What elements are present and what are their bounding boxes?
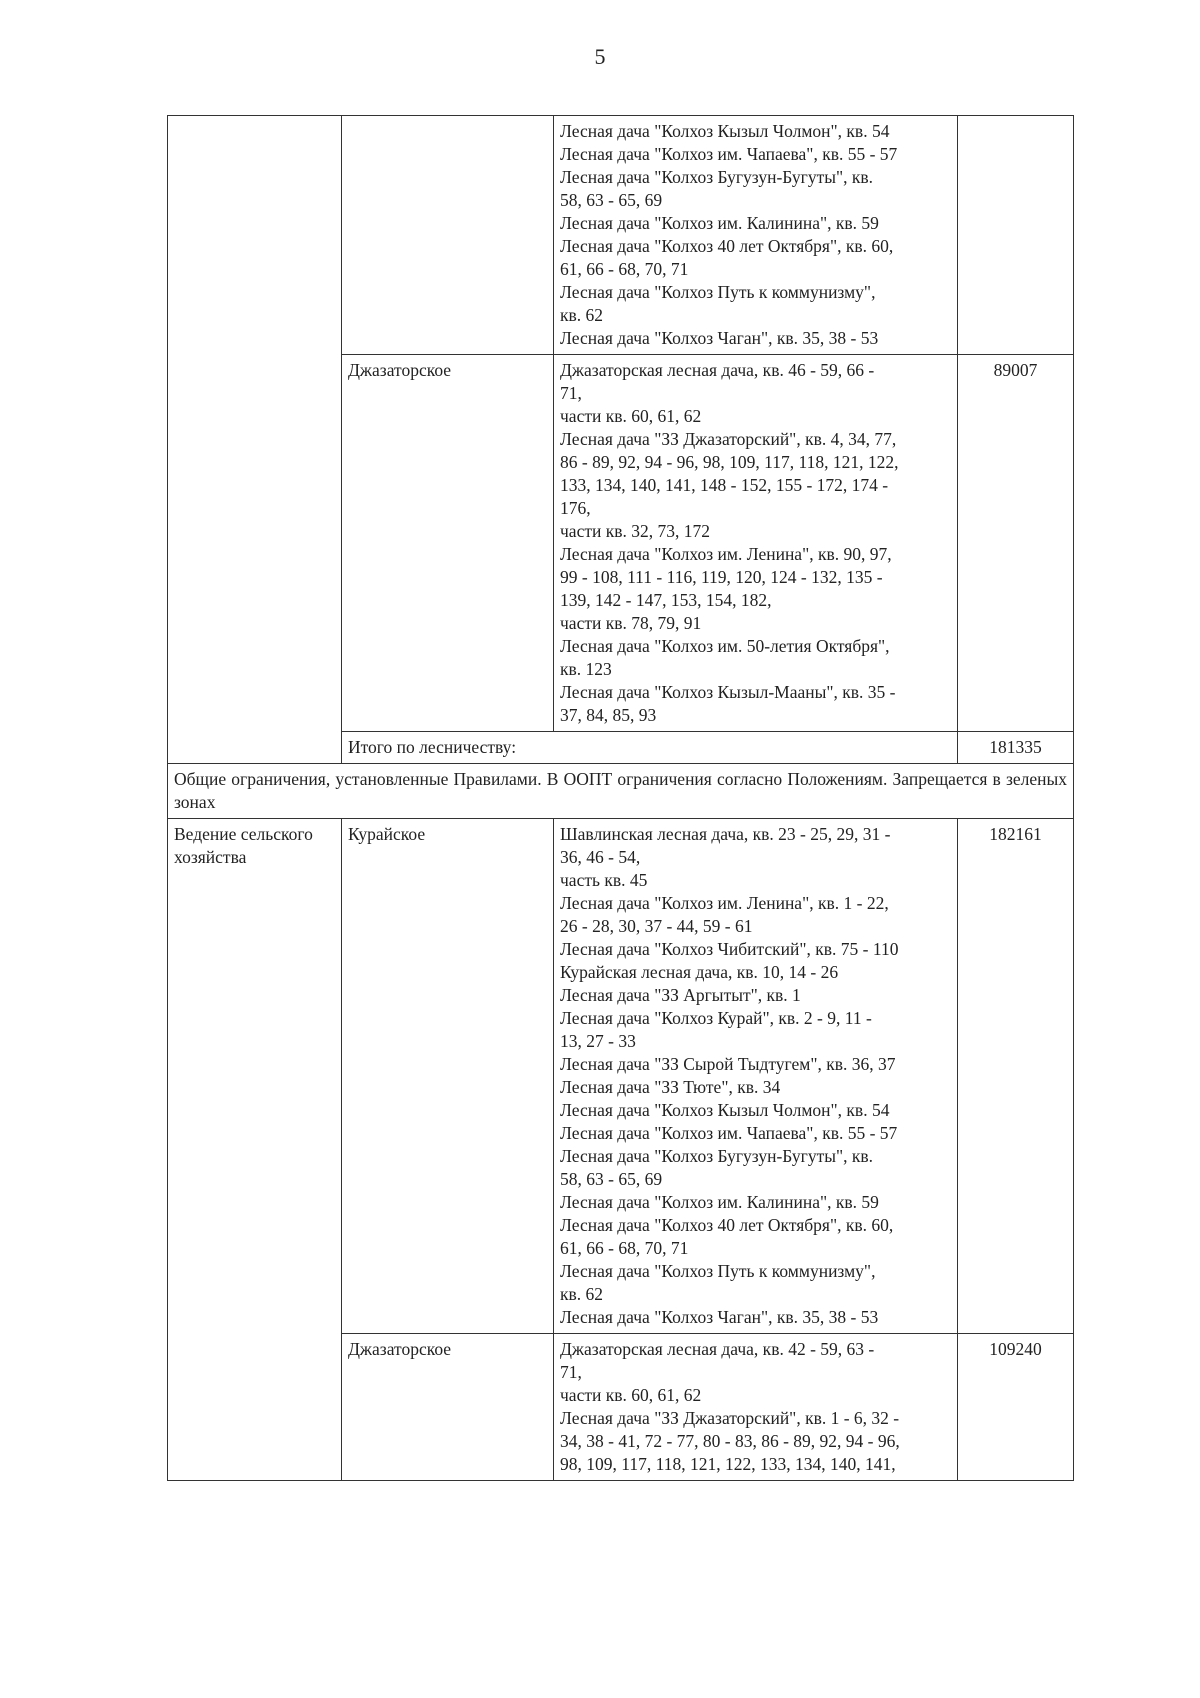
forestry-cell: [342, 116, 554, 355]
area-line: Лесная дача "ЗЗ Тюте", кв. 34: [560, 1077, 781, 1097]
area-line: Лесная дача "ЗЗ Аргытыт", кв. 1: [560, 985, 801, 1005]
table-row: [168, 819, 1074, 1334]
area-line: кв. 62: [560, 1284, 604, 1304]
area-line: Лесная дача "Колхоз Бугузун-Бугуты", кв.: [560, 167, 874, 187]
areas-cell: [554, 116, 958, 355]
area-line: 26 - 28, 30, 37 - 44, 59 - 61: [560, 916, 753, 936]
total-label: Итого по лесничеству:: [342, 732, 958, 764]
area-line: 71,: [560, 1362, 582, 1382]
table-row: [168, 116, 1074, 355]
area-line: части кв. 32, 73, 172: [560, 521, 710, 541]
page-number: 5: [594, 44, 606, 69]
area-line: Лесная дача "Колхоз им. 50-летия Октября",: [560, 636, 890, 656]
area-line: 176,: [560, 498, 591, 518]
forestry-cell: Джазаторское: [342, 1334, 554, 1481]
area-line: 58, 63 - 65, 69: [560, 1169, 663, 1189]
area-line: Лесная дача "Колхоз Кызыл-Мааны", кв. 35 -: [560, 682, 896, 702]
area-line: 58, 63 - 65, 69: [560, 190, 663, 210]
area-line: 98, 109, 117, 118, 121, 122, 133, 134, 140, 141,: [560, 1454, 896, 1474]
table-row: [168, 764, 1074, 819]
area-line: Курайская лесная дача, кв. 10, 14 - 26: [560, 962, 839, 982]
area-line: Лесная дача "ЗЗ Джазаторский", кв. 4, 34, 77,: [560, 429, 897, 449]
area-line: Лесная дача "Колхоз Чаган", кв. 35, 38 - 53: [560, 1307, 879, 1327]
area-line: 71,: [560, 383, 582, 403]
area-ha-cell: 182161: [958, 819, 1074, 1334]
area-line: Лесная дача "Колхоз Путь к коммунизму",: [560, 1261, 876, 1281]
area-line: Лесная дача "Колхоз им. Калинина", кв. 59: [560, 213, 879, 233]
area-line: 133, 134, 140, 141, 148 - 152, 155 - 172, 174 -: [560, 475, 889, 495]
area-line: Лесная дача "Колхоз 40 лет Октября", кв. 60,: [560, 236, 894, 256]
restrictions-cell: Общие ограничения, установленные Правилами. В ООПТ ограничения согласно Положениям. Запрещается в зеленых зонах: [168, 764, 1074, 819]
area-line: кв. 123: [560, 659, 612, 679]
area-line: 37, 84, 85, 93: [560, 705, 657, 725]
area-ha-cell: 109240: [958, 1334, 1074, 1481]
area-line: Джазаторская лесная дача, кв. 42 - 59, 63 -: [560, 1339, 875, 1359]
area-line: Лесная дача "Колхоз Курай", кв. 2 - 9, 11 -: [560, 1008, 872, 1028]
area-line: 99 - 108, 111 - 116, 119, 120, 124 - 132, 135 -: [560, 567, 883, 587]
area-line: 34, 38 - 41, 72 - 77, 80 - 83, 86 - 89, 92, 94 - 96,: [560, 1431, 900, 1451]
areas-cell: [554, 819, 958, 1334]
area-line: 13, 27 - 33: [560, 1031, 636, 1051]
area-line: Лесная дача "ЗЗ Джазаторский", кв. 1 - 6, 32 -: [560, 1408, 900, 1428]
activity-cell: [168, 116, 342, 764]
forest-use-table: [167, 115, 1074, 1481]
area-line: части кв. 60, 61, 62: [560, 406, 702, 426]
area-ha-cell: [958, 116, 1074, 355]
area-line: Лесная дача "Колхоз им. Чапаева", кв. 55 - 57: [560, 144, 898, 164]
forestry-cell: Курайское: [342, 819, 554, 1334]
total-value: 181335: [958, 732, 1074, 764]
area-line: части кв. 78, 79, 91: [560, 613, 702, 633]
area-line: кв. 62: [560, 305, 604, 325]
area-line: Джазаторская лесная дача, кв. 46 - 59, 66 -: [560, 360, 875, 380]
area-line: Лесная дача "Колхоз Бугузун-Бугуты", кв.: [560, 1146, 874, 1166]
area-line: 86 - 89, 92, 94 - 96, 98, 109, 117, 118, 121, 122,: [560, 452, 899, 472]
area-line: 61, 66 - 68, 70, 71: [560, 259, 689, 279]
area-line: Лесная дача "Колхоз им. Калинина", кв. 59: [560, 1192, 879, 1212]
forestry-cell: Джазаторское: [342, 355, 554, 732]
area-line: 36, 46 - 54,: [560, 847, 641, 867]
area-line: 61, 66 - 68, 70, 71: [560, 1238, 689, 1258]
area-line: Лесная дача "Колхоз Путь к коммунизму",: [560, 282, 876, 302]
area-line: 139, 142 - 147, 153, 154, 182,: [560, 590, 772, 610]
area-line: Лесная дача "Колхоз Чибитский", кв. 75 - 110: [560, 939, 899, 959]
areas-cell: [554, 355, 958, 732]
area-line: Лесная дача "Колхоз им. Ленина", кв. 1 - 22,: [560, 893, 889, 913]
area-line: Лесная дача "Колхоз им. Чапаева", кв. 55 - 57: [560, 1123, 898, 1143]
area-line: Лесная дача "ЗЗ Сырой Тыдтугем", кв. 36, 37: [560, 1054, 896, 1074]
area-line: Лесная дача "Колхоз 40 лет Октября", кв. 60,: [560, 1215, 894, 1235]
area-line: Лесная дача "Колхоз Кызыл Чолмон", кв. 54: [560, 121, 890, 141]
area-line: Лесная дача "Колхоз Кызыл Чолмон", кв. 54: [560, 1100, 890, 1120]
area-line: часть кв. 45: [560, 870, 648, 890]
activity-cell: Ведение сельского хозяйства: [168, 819, 342, 1481]
area-ha-cell: 89007: [958, 355, 1074, 732]
area-line: Шавлинская лесная дача, кв. 23 - 25, 29, 31 -: [560, 824, 891, 844]
area-line: Лесная дача "Колхоз им. Ленина", кв. 90, 97,: [560, 544, 892, 564]
area-line: части кв. 60, 61, 62: [560, 1385, 702, 1405]
areas-cell: [554, 1334, 958, 1481]
area-line: Лесная дача "Колхоз Чаган", кв. 35, 38 - 53: [560, 328, 879, 348]
